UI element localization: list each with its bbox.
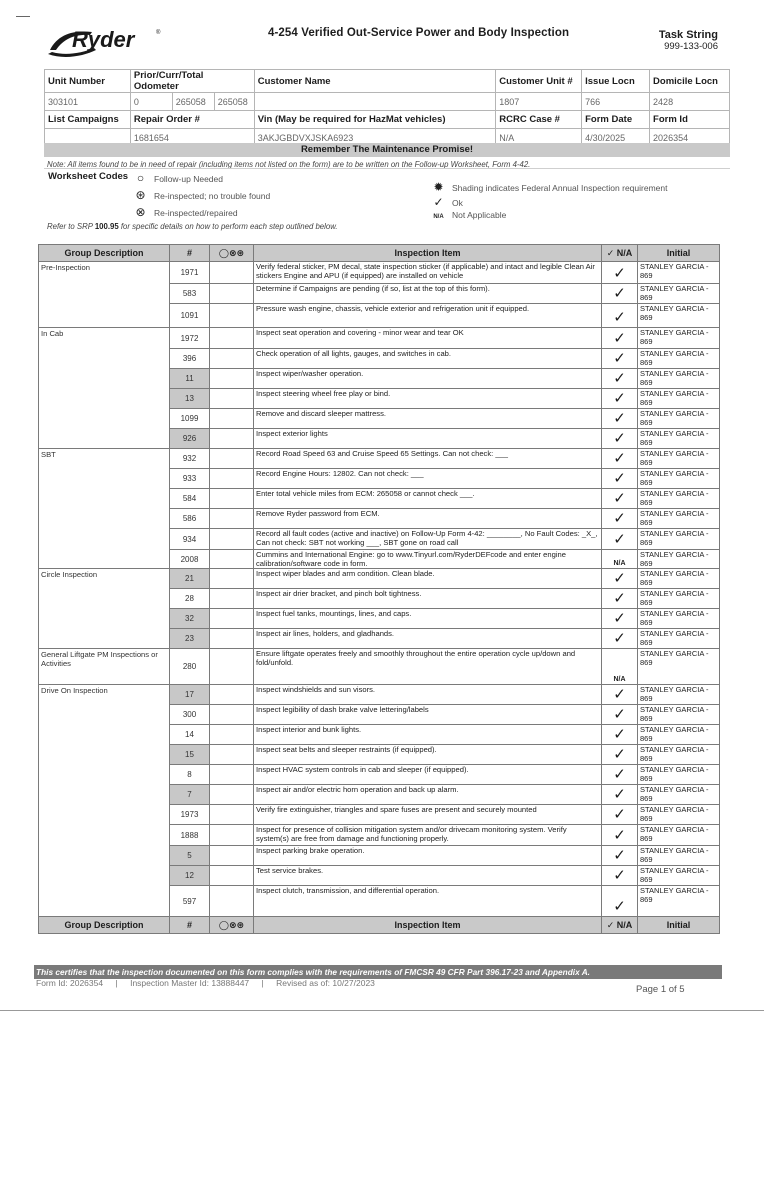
initial-cell[interactable]: STANLEY GARCIA - 869 xyxy=(638,304,720,328)
step-number: 1091 xyxy=(170,304,210,328)
footer-col-codes: ◯⊗⊛ xyxy=(210,917,254,934)
footer-col-number: # xyxy=(170,917,210,934)
checkmark-icon[interactable]: ✓ xyxy=(602,284,638,304)
legend-shading-text: Shading indicates Federal Annual Inspection requirement xyxy=(452,183,668,193)
checkmark-icon[interactable]: ✓ xyxy=(602,489,638,509)
checkmark-icon[interactable]: ✓ xyxy=(602,429,638,449)
initial-cell[interactable]: STANLEY GARCIA - 869 xyxy=(638,765,720,785)
checkmark-icon[interactable]: ✓ xyxy=(602,529,638,550)
inspection-item: Inspect seat belts and sleeper restraints (if equipped). xyxy=(254,745,602,765)
na-mark[interactable]: N/A xyxy=(602,550,638,569)
maintenance-promise-banner: Remember The Maintenance Promise! xyxy=(44,143,730,157)
initial-cell[interactable]: STANLEY GARCIA - 869 xyxy=(638,805,720,825)
step-number: 12 xyxy=(170,866,210,886)
step-number: 280 xyxy=(170,649,210,685)
worksheet-code-cell[interactable] xyxy=(210,805,254,825)
inspection-item: Record Road Speed 63 and Cruise Speed 65 Settings. Can not check: ___ xyxy=(254,449,602,469)
checkmark-icon[interactable]: ✓ xyxy=(602,805,638,825)
legend-ok xyxy=(432,195,463,209)
shading-badge-icon: ✹ xyxy=(433,180,444,194)
worksheet-code-cell[interactable] xyxy=(210,284,254,304)
table-footer-row xyxy=(39,917,720,934)
inspection-item: Inspect wiper/washer operation. xyxy=(254,369,602,389)
initial-cell[interactable]: STANLEY GARCIA - 869 xyxy=(638,725,720,745)
step-number: 21 xyxy=(170,569,210,589)
group-description: SBT xyxy=(39,449,170,569)
step-number: 934 xyxy=(170,529,210,550)
odometer-prior-value: 0 xyxy=(130,93,172,111)
checkmark-icon[interactable]: ✓ xyxy=(602,866,638,886)
inspection-item: Inspect clutch, transmission, and differential operation. xyxy=(254,886,602,917)
issue-locn-value: 766 xyxy=(582,93,650,111)
col-codes: ◯⊗⊛ xyxy=(210,245,254,262)
col-inspection-item: Inspection Item xyxy=(254,245,602,262)
table-row xyxy=(39,449,720,469)
checkmark-icon[interactable]: ✓ xyxy=(602,389,638,409)
footer-master-id: Inspection Master Id: 13888447 xyxy=(130,978,250,988)
page-edge xyxy=(0,1010,764,1011)
na-symbol: N/A xyxy=(433,214,444,220)
col-group-description: Group Description xyxy=(39,245,170,262)
step-number: 17 xyxy=(170,685,210,705)
inspection-body xyxy=(39,262,720,917)
odometer-curr-value: 265058 xyxy=(172,93,214,111)
step-number: 23 xyxy=(170,629,210,649)
legend-follow-up xyxy=(134,171,223,185)
worksheet-code-cell[interactable] xyxy=(210,725,254,745)
footer-col-inspection-item: Inspection Item xyxy=(254,917,602,934)
inspection-item: Inspect interior and bunk lights. xyxy=(254,725,602,745)
legend-na xyxy=(432,210,506,220)
step-number: 11 xyxy=(170,369,210,389)
initial-cell[interactable]: STANLEY GARCIA - 869 xyxy=(638,529,720,550)
initial-cell[interactable]: STANLEY GARCIA - 869 xyxy=(638,866,720,886)
checkmark-icon[interactable]: ✓ xyxy=(602,509,638,529)
col-number: # xyxy=(170,245,210,262)
inspection-item: Remove and discard sleeper mattress. xyxy=(254,409,602,429)
table-row xyxy=(39,685,720,705)
inspection-item: Record Engine Hours: 12802. Can not check: ___ xyxy=(254,469,602,489)
odometer-total-value: 265058 xyxy=(214,93,254,111)
task-string-value: 999-133-006 xyxy=(664,41,718,52)
step-number: 1971 xyxy=(170,262,210,284)
checkmark-icon: ✓ xyxy=(433,195,444,209)
checkmark-icon[interactable]: ✓ xyxy=(602,409,638,429)
page-number: Page 1 of 5 xyxy=(636,984,685,995)
inspection-item: Inspect steering wheel free play or bind. xyxy=(254,389,602,409)
initial-cell[interactable]: STANLEY GARCIA - 869 xyxy=(638,886,720,917)
worksheet-code-cell[interactable] xyxy=(210,550,254,569)
step-number: 583 xyxy=(170,284,210,304)
table-row xyxy=(39,569,720,589)
unit-number-value: 303101 xyxy=(45,93,131,111)
worksheet-code-cell[interactable] xyxy=(210,489,254,509)
checkmark-icon[interactable]: ✓ xyxy=(602,846,638,866)
inspection-item: Record all fault codes (active and inactive) on Follow-Up Form 4-42: ________, No Fault Codes: _X_, Can not check: SBT not working ___, SBT gone on road call xyxy=(254,529,602,550)
step-number: 14 xyxy=(170,725,210,745)
checkmark-icon[interactable]: ✓ xyxy=(602,262,638,284)
worksheet-code-cell[interactable] xyxy=(210,529,254,550)
table-row xyxy=(39,262,720,284)
inspection-item: Inspect wiper blades and arm condition. Clean blade. xyxy=(254,569,602,589)
inspection-item: Inspect seat operation and covering - minor wear and tear OK xyxy=(254,328,602,349)
na-mark[interactable]: N/A xyxy=(602,649,638,685)
legend-reinspected-ok xyxy=(134,188,270,202)
legend-ok-text: Ok xyxy=(452,198,463,208)
rcrc-value: N/A xyxy=(496,129,582,147)
initial-cell[interactable]: STANLEY GARCIA - 869 xyxy=(638,369,720,389)
footer-revised: Revised as of: 10/27/2023 xyxy=(276,978,375,988)
step-number: 32 xyxy=(170,609,210,629)
worksheet-code-cell[interactable] xyxy=(210,304,254,328)
form-footer: Form Id: 2026354 | Inspection Master Id: 13888447 | Revised as of: 10/27/2023 xyxy=(36,978,375,988)
inspection-item: Inspect parking brake operation. xyxy=(254,846,602,866)
initial-cell[interactable]: STANLEY GARCIA - 869 xyxy=(638,429,720,449)
legend-follow-up-text: Follow-up Needed xyxy=(154,174,223,184)
checkmark-icon[interactable]: ✓ xyxy=(602,629,638,649)
worksheet-code-cell[interactable] xyxy=(210,509,254,529)
srp-number: 100.95 xyxy=(94,222,119,231)
worksheet-code-cell[interactable] xyxy=(210,469,254,489)
checkmark-icon[interactable]: ✓ xyxy=(602,725,638,745)
header-info-table xyxy=(44,69,730,147)
initial-cell[interactable]: STANLEY GARCIA - 869 xyxy=(638,349,720,369)
step-number: 8 xyxy=(170,765,210,785)
legend-na-text: Not Applicable xyxy=(452,210,507,220)
inspection-item: Inspect windshields and sun visors. xyxy=(254,685,602,705)
group-description: Drive On Inspection xyxy=(39,685,170,917)
srp-suffix: for specific details on how to perform each step outlined below. xyxy=(120,222,338,231)
scan-mark xyxy=(16,16,30,17)
step-number: 584 xyxy=(170,489,210,509)
worksheet-code-cell[interactable] xyxy=(210,649,254,685)
worksheet-code-cell[interactable] xyxy=(210,369,254,389)
worksheet-code-cell[interactable] xyxy=(210,886,254,917)
initial-cell[interactable]: STANLEY GARCIA - 869 xyxy=(638,609,720,629)
ok-circle-icon: ⊛ xyxy=(135,188,146,202)
initial-cell[interactable]: STANLEY GARCIA - 869 xyxy=(638,629,720,649)
legend-reinspected-repaired-text: Re-inspected/repaired xyxy=(154,208,238,218)
initial-cell[interactable]: STANLEY GARCIA - 869 xyxy=(638,745,720,765)
checkmark-icon[interactable]: ✓ xyxy=(602,469,638,489)
repair-order-label: Repair Order # xyxy=(130,111,254,129)
group-description: General Liftgate PM Inspections or Activities xyxy=(39,649,170,685)
initial-cell[interactable]: STANLEY GARCIA - 869 xyxy=(638,589,720,609)
checkmark-icon[interactable]: ✓ xyxy=(602,745,638,765)
checkmark-icon[interactable]: ✓ xyxy=(602,886,638,917)
inspection-item: Inspect air lines, holders, and gladhands. xyxy=(254,629,602,649)
legend-shading xyxy=(432,180,667,194)
initial-cell[interactable]: STANLEY GARCIA - 869 xyxy=(638,489,720,509)
inspection-item: Test service brakes. xyxy=(254,866,602,886)
worksheet-code-cell[interactable] xyxy=(210,785,254,805)
unit-number-label: Unit Number xyxy=(45,70,131,93)
inspection-item: Check operation of all lights, gauges, and switches in cab. xyxy=(254,349,602,369)
step-number: 586 xyxy=(170,509,210,529)
step-number: 15 xyxy=(170,745,210,765)
initial-cell[interactable]: STANLEY GARCIA - 869 xyxy=(638,550,720,569)
worksheet-code-cell[interactable] xyxy=(210,349,254,369)
legend-reinspected-ok-text: Re-inspected; no trouble found xyxy=(154,191,271,201)
footer-col-check: ✓ N/A xyxy=(602,917,638,934)
step-number: 13 xyxy=(170,389,210,409)
worksheet-code-cell[interactable] xyxy=(210,685,254,705)
initial-cell[interactable]: STANLEY GARCIA - 869 xyxy=(638,569,720,589)
worksheet-codes-title: Worksheet Codes xyxy=(48,171,129,182)
worksheet-code-cell[interactable] xyxy=(210,629,254,649)
worksheet-codes-legend xyxy=(44,168,730,219)
x-circle-icon: ⊗ xyxy=(135,205,146,219)
step-number: 1888 xyxy=(170,825,210,846)
initial-cell[interactable]: STANLEY GARCIA - 869 xyxy=(638,785,720,805)
step-number: 1973 xyxy=(170,805,210,825)
initial-cell[interactable]: STANLEY GARCIA - 869 xyxy=(638,262,720,284)
worksheet-code-cell[interactable] xyxy=(210,429,254,449)
srp-prefix: Refer to SRP xyxy=(47,222,93,231)
svg-text:®: ® xyxy=(156,30,161,36)
form-date-label: Form Date xyxy=(582,111,650,129)
worksheet-code-cell[interactable] xyxy=(210,745,254,765)
table-row xyxy=(39,328,720,349)
inspection-item: Remove Ryder password from ECM. xyxy=(254,509,602,529)
inspection-item: Cummins and International Engine: go to www.Tinyurl.com/RyderDEFcode and enter engine calibration/software code in form. xyxy=(254,550,602,569)
rcrc-label: RCRC Case # xyxy=(496,111,582,129)
inspection-item: Inspect air and/or electric horn operation and back up alarm. xyxy=(254,785,602,805)
circle-icon: ○ xyxy=(136,171,145,185)
inspection-item: Inspect legibility of dash brake valve lettering/labels xyxy=(254,705,602,725)
col-check: ✓ N/A xyxy=(602,245,638,262)
certification-banner: This certifies that the inspection documented on this form complies with the requirements of FMCSR 49 CFR Part 396.17-23 and Appendix A. xyxy=(34,965,722,979)
checkmark-icon[interactable]: ✓ xyxy=(602,569,638,589)
footer-col-group-description: Group Description xyxy=(39,917,170,934)
footer-form-id: Form Id: 2026354 xyxy=(36,978,104,988)
checkmark-icon[interactable]: ✓ xyxy=(602,685,638,705)
worksheet-code-cell[interactable] xyxy=(210,569,254,589)
initial-cell[interactable]: STANLEY GARCIA - 869 xyxy=(638,509,720,529)
svg-text:Ryder: Ryder xyxy=(72,27,135,52)
customer-name-label: Customer Name xyxy=(254,70,496,93)
customer-unit-value: 1807 xyxy=(496,93,582,111)
inspection-item: Pressure wash engine, chassis, vehicle exterior and refrigeration unit if equipped. xyxy=(254,304,602,328)
task-string xyxy=(659,30,718,52)
initial-cell[interactable]: STANLEY GARCIA - 869 xyxy=(638,825,720,846)
checkmark-icon[interactable]: ✓ xyxy=(602,349,638,369)
customer-unit-label: Customer Unit # xyxy=(496,70,582,93)
checkmark-icon[interactable]: ✓ xyxy=(602,825,638,846)
step-number: 932 xyxy=(170,449,210,469)
group-description: Circle Inspection xyxy=(39,569,170,649)
initial-cell[interactable]: STANLEY GARCIA - 869 xyxy=(638,685,720,705)
repair-note: Note: All items found to be in need of repair (including items not listed on the form) are to be written on the Follow-up Worksheet, Form 4-42. xyxy=(47,160,531,169)
vin-label: Vin (May be required for HazMat vehicles) xyxy=(254,111,496,129)
worksheet-code-cell[interactable] xyxy=(210,328,254,349)
worksheet-code-cell[interactable] xyxy=(210,705,254,725)
checkmark-icon[interactable]: ✓ xyxy=(602,589,638,609)
inspection-item: Inspect for presence of collision mitigation system and/or drivecam monitoring system. Verify system(s) are free from damage and functioning properly. xyxy=(254,825,602,846)
form-date-value: 4/30/2025 xyxy=(582,129,650,147)
inspection-item: Inspect exterior lights xyxy=(254,429,602,449)
step-number: 1099 xyxy=(170,409,210,429)
worksheet-code-cell[interactable] xyxy=(210,846,254,866)
form-title: 4-254 Verified Out-Service Power and Body Inspection xyxy=(268,27,570,39)
step-number: 300 xyxy=(170,705,210,725)
initial-cell[interactable]: STANLEY GARCIA - 869 xyxy=(638,284,720,304)
list-campaigns-label: List Campaigns xyxy=(45,111,131,129)
initial-cell[interactable]: STANLEY GARCIA - 869 xyxy=(638,705,720,725)
table-header-row xyxy=(39,245,720,262)
initial-cell[interactable]: STANLEY GARCIA - 869 xyxy=(638,846,720,866)
footer-col-initial: Initial xyxy=(638,917,720,934)
vin-value: 3AKJGBDVXJSKA6923 xyxy=(254,129,496,147)
inspection-item: Verify fire extinguisher, triangles and spare fuses are present and securely mounted xyxy=(254,805,602,825)
group-description: In Cab xyxy=(39,328,170,449)
form-id-label: Form Id xyxy=(650,111,730,129)
col-initial: Initial xyxy=(638,245,720,262)
checkmark-icon[interactable]: ✓ xyxy=(602,785,638,805)
srp-reference xyxy=(47,222,338,231)
domicile-locn-value: 2428 xyxy=(650,93,730,111)
step-number: 7 xyxy=(170,785,210,805)
form-id-value: 2026354 xyxy=(650,129,730,147)
inspection-item: Determine if Campaigns are pending (if so, list at the top of this form). xyxy=(254,284,602,304)
issue-locn-label: Issue Locn xyxy=(582,70,650,93)
inspection-item: Inspect air drier bracket, and pinch bolt tightness. xyxy=(254,589,602,609)
checkmark-icon[interactable]: ✓ xyxy=(602,369,638,389)
group-description: Pre-Inspection xyxy=(39,262,170,328)
worksheet-code-cell[interactable] xyxy=(210,866,254,886)
initial-cell[interactable]: STANLEY GARCIA - 869 xyxy=(638,649,720,685)
worksheet-code-cell[interactable] xyxy=(210,262,254,284)
inspection-item: Inspect HVAC system controls in cab and sleeper (if equipped). xyxy=(254,765,602,785)
step-number: 2008 xyxy=(170,550,210,569)
step-number: 5 xyxy=(170,846,210,866)
checkmark-icon[interactable]: ✓ xyxy=(602,705,638,725)
checkmark-icon[interactable]: ✓ xyxy=(602,304,638,328)
initial-cell[interactable]: STANLEY GARCIA - 869 xyxy=(638,469,720,489)
worksheet-code-cell[interactable] xyxy=(210,449,254,469)
inspection-item: Verify federal sticker, PM decal, state inspection sticker (if applicable) and intact and legible Clean Air stickers Engine and APU (if equipped) are installed on vehicle xyxy=(254,262,602,284)
checkmark-icon[interactable]: ✓ xyxy=(602,328,638,349)
odometer-label: Prior/Curr/Total Odometer xyxy=(130,70,254,93)
inspection-table xyxy=(38,244,720,934)
table-row xyxy=(39,649,720,685)
initial-cell[interactable]: STANLEY GARCIA - 869 xyxy=(638,389,720,409)
ryder-logo xyxy=(44,20,166,60)
step-number: 396 xyxy=(170,349,210,369)
initial-cell[interactable]: STANLEY GARCIA - 869 xyxy=(638,409,720,429)
worksheet-code-cell[interactable] xyxy=(210,609,254,629)
inspection-item: Ensure liftgate operates freely and smoothly throughout the entire operation cycle up/down and fold/unfold. xyxy=(254,649,602,685)
step-number: 597 xyxy=(170,886,210,917)
step-number: 28 xyxy=(170,589,210,609)
customer-name-value xyxy=(254,93,496,111)
checkmark-icon[interactable]: ✓ xyxy=(602,449,638,469)
worksheet-code-cell[interactable] xyxy=(210,389,254,409)
worksheet-code-cell[interactable] xyxy=(210,825,254,846)
domicile-locn-label: Domicile Locn xyxy=(650,70,730,93)
inspection-item: Enter total vehicle miles from ECM: 265058 or cannot check ___. xyxy=(254,489,602,509)
step-number: 933 xyxy=(170,469,210,489)
step-number: 926 xyxy=(170,429,210,449)
worksheet-code-cell[interactable] xyxy=(210,589,254,609)
inspection-item: Inspect fuel tanks, mountings, lines, and caps. xyxy=(254,609,602,629)
legend-reinspected-repaired xyxy=(134,205,238,219)
task-string-label: Task String xyxy=(658,29,718,41)
worksheet-code-cell[interactable] xyxy=(210,765,254,785)
step-number: 1972 xyxy=(170,328,210,349)
initial-cell[interactable]: STANLEY GARCIA - 869 xyxy=(638,328,720,349)
repair-order-value: 1681654 xyxy=(130,129,254,147)
worksheet-code-cell[interactable] xyxy=(210,409,254,429)
initial-cell[interactable]: STANLEY GARCIA - 869 xyxy=(638,449,720,469)
checkmark-icon[interactable]: ✓ xyxy=(602,765,638,785)
checkmark-icon[interactable]: ✓ xyxy=(602,609,638,629)
